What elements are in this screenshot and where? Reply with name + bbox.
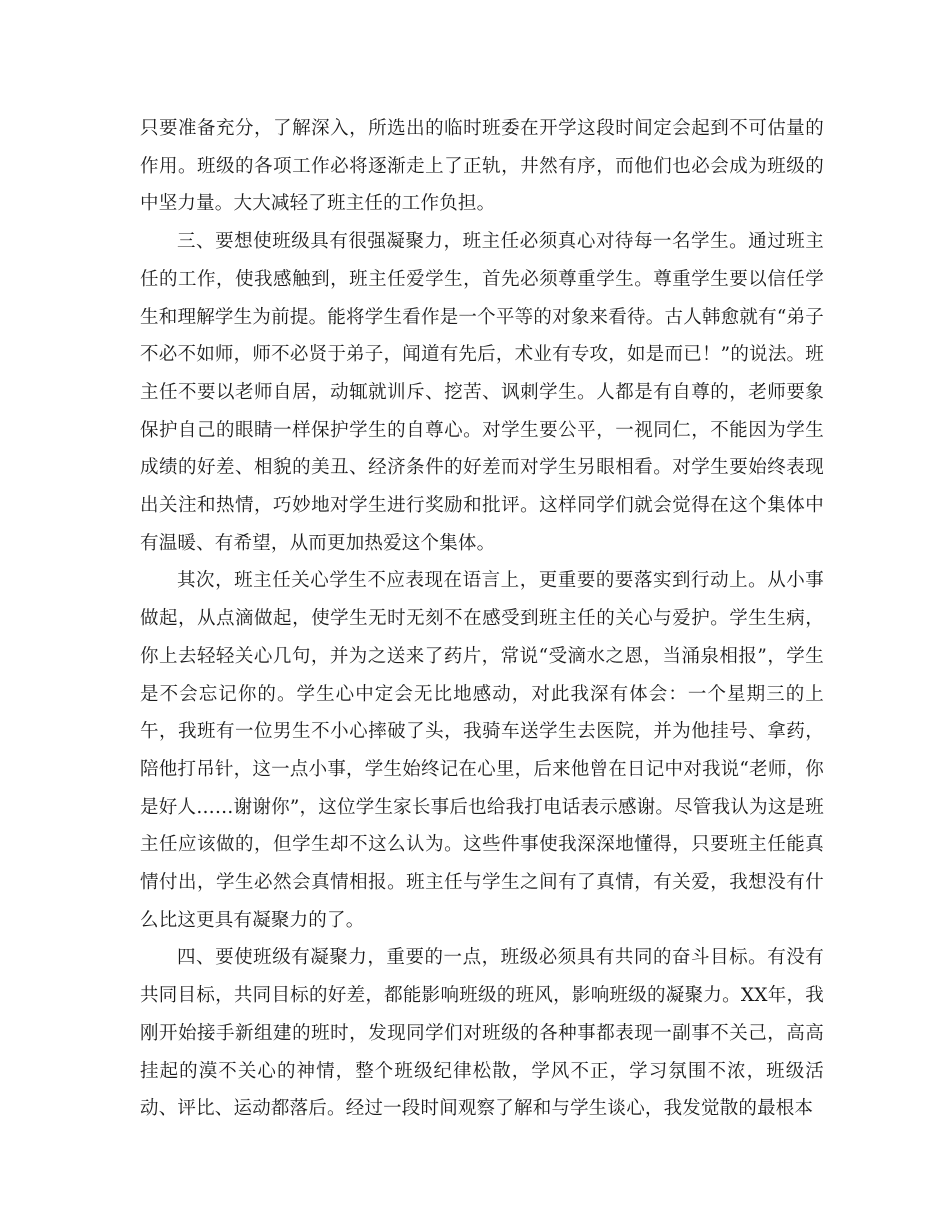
document-body [140,110,824,1128]
paragraph-continuation: 只要准备充分，了解深入，所选出的临时班委在开学这段时间定会起到不可估量的作用。班级的各项工作必将逐渐走上了正轨，井然有序，而他们也必会成为班级的中坚力量。大大减轻了班主任的工作负担。 [140,118,824,215]
paragraph-section-four: 四、要使班级有凝聚力，重要的一点，班级必须具有共同的奋斗目标。有没有共同目标，共同目标的好差，都能影响班级的班风，影响班级的凝聚力。XX年，我刚开始接手新组建的班时，发现同学们对班级的各种事都表现一副事不关己，高高挂起的漠不关心的神情，整个班级纪律松散，学风不正，学习氛围不浓，班级活动、评比、运动都落后。经过一段时间观察了解和与学生谈心，我发觉散的最根本 [140,947,824,1120]
paragraph-secondly: 其次，班主任关心学生不应表现在语言上，更重要的要落实到行动上。从小事做起，从点滴做起，使学生无时无刻不在感受到班主任的关心与爱护。学生生病，你上去轻轻关心几句，并为之送来了药片，常说“受滴水之恩，当涌泉相报”，学生是不会忘记你的。学生心中定会无比地感动，对此我深有体会：一个星期三的上午，我班有一位男生不小心摔破了头，我骑车送学生去医院，并为他挂号、拿药，陪他打吊针，这一点小事，学生始终记在心里，后来他曾在日记中对我说“老师，你是好人……谢谢你”，这位学生家长事后也给我打电话表示感谢。尽管我认为这是班主任应该做的，但学生却不这么认为。这些件事使我深深地懂得，只要班主任能真情付出，学生必然会真情相报。班主任与学生之间有了真情，有关爱，我想没有什么比这更具有凝聚力的了。 [140,570,824,931]
paragraph-section-three: 三、要想使班级具有很强凝聚力，班主任必须真心对待每一名学生。通过班主任的工作，使我感触到，班主任爱学生，首先必须尊重学生。尊重学生要以信任学生和理解学生为前提。能将学生看作是一个平等的对象来看待。古人韩愈就有“弟子不必不如师，师不必贤于弟子，闻道有先后，术业有专攻，如是而已！”的说法。班主任不要以老师自居，动辄就训斥、挖苦、讽刺学生。人都是有自尊的，老师要象保护自己的眼睛一样保护学生的自尊心。对学生要公平，一视同仁，不能因为学生成绩的好差、相貌的美丑、经济条件的好差而对学生另眼相看。对学生要始终表现出关注和热情，巧妙地对学生进行奖励和批评。这样同学们就会觉得在这个集体中有温暖、有希望，从而更加热爱这个集体。 [140,231,824,554]
